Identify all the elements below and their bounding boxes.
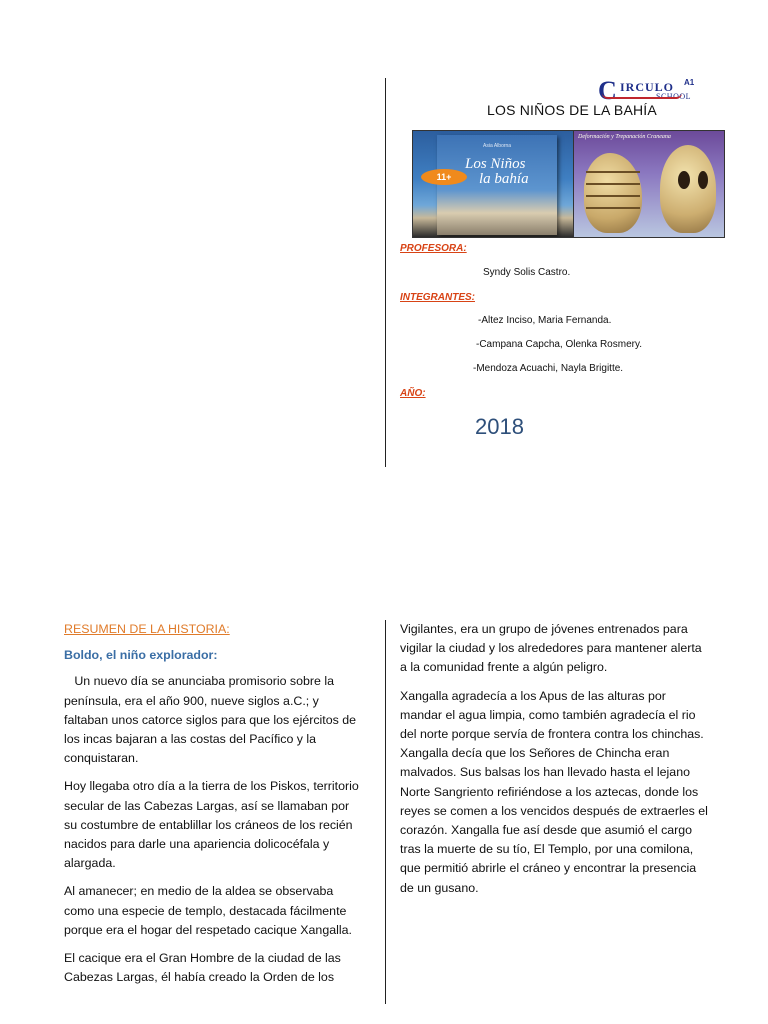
skull-band: [586, 183, 640, 185]
book-cover-image: [412, 130, 574, 238]
document-title: LOS NIÑOS DE LA BAHÍA: [487, 102, 657, 118]
skull-side: [584, 153, 642, 233]
logo-superscript: A1: [684, 78, 695, 87]
book-title-image-text: [465, 157, 529, 187]
section-heading: RESUMEN DE LA HISTORIA:: [64, 622, 230, 636]
profesora-name: Syndy Solis Castro.: [483, 267, 571, 278]
page-divider-bottom: [385, 620, 386, 1004]
paragraph: Xangalla agradecía a los Apus de las alturas por mandar el agua limpia, como también agradecía el rio del norte porque servía de frontera contra los chinchas. Xangalla decía que los Señores de Chincha eran malvados. Sus balsas los han llevado hasta el lejano Norte Sangriento refiriéndose a los aztecas, donde los reyes se comen a los vencidos después de extraerles el corazón. Xangalla fue así desde que asumió el cargo tras la muerte de su tío, El Templo, por una comilona, que permitió abrirle el cráneo y encontrar la presencia de un gusano.: [400, 688, 708, 895]
paragraph: Un nuevo día se anunciaba promisorio sobre la península, era el año 900, nueve siglos a.C.; y faltaban unos catorce siglos para que los ejércitos de los incas bajaran a las costas del Pacífico y la conquistaran.: [64, 674, 357, 766]
logo-subtitle: SCHOOL: [656, 92, 692, 101]
logo-initial: C: [598, 76, 617, 105]
logo-swoosh: [602, 93, 682, 99]
left-column: [64, 620, 364, 996]
member-item: -Campana Capcha, Olenka Rosmery.: [476, 339, 642, 350]
skull-image: [573, 130, 725, 238]
book-author: Asia Alborna: [483, 143, 512, 149]
skull-band: [586, 171, 640, 173]
paragraph: Al amanecer; en medio de la aldea se observaba como una especie de templo, destacada fácilmente porque era el hogar del respetado cacique Xangalla.: [64, 884, 352, 937]
profesora-label: PROFESORA:: [400, 243, 467, 254]
skull-band: [586, 195, 640, 197]
paragraph: Hoy llegaba otro día a la tierra de los Piskos, territorio secular de las Cabezas Largas, así se llamaban por su costumbre de entablillar los cráneos de los recién nacidos para darle una apariencia dolicocéfala y alargada.: [64, 779, 359, 871]
skull-eye: [698, 171, 708, 189]
page-divider-top: [385, 78, 386, 467]
logo-word: IRCULO: [620, 80, 675, 94]
skull-front: [660, 145, 716, 233]
paragraph: El cacique era el Gran Hombre de la ciudad de las Cabezas Largas, él había creado la Orden de los: [64, 951, 341, 985]
book-title-line-1: Los Niños: [465, 156, 526, 172]
member-item: -Altez Inciso, Maria Fernanda.: [478, 315, 612, 326]
age-badge: 11+: [421, 169, 467, 185]
member-item: -Mendoza Acuachi, Nayla Brigitte.: [473, 363, 624, 374]
anio-label: AÑO:: [400, 388, 426, 399]
anio-value: 2018: [475, 414, 524, 439]
book-title-line-2: la bahía: [479, 171, 529, 187]
right-column: [400, 620, 710, 907]
book-face: [437, 135, 557, 235]
story-subtitle: Boldo, el niño explorador:: [64, 648, 218, 663]
integrantes-label: INTEGRANTES:: [400, 292, 475, 303]
skull-caption: Deformación y Trepanación Craneana: [578, 134, 671, 140]
skull-eye: [678, 171, 690, 189]
skull-band: [586, 207, 640, 209]
paragraph: Vigilantes, era un grupo de jóvenes entrenados para vigilar la ciudad y los alrededores para mantener alerta a la comunidad frente a algún peligro.: [400, 622, 702, 675]
school-logo: [598, 78, 708, 104]
